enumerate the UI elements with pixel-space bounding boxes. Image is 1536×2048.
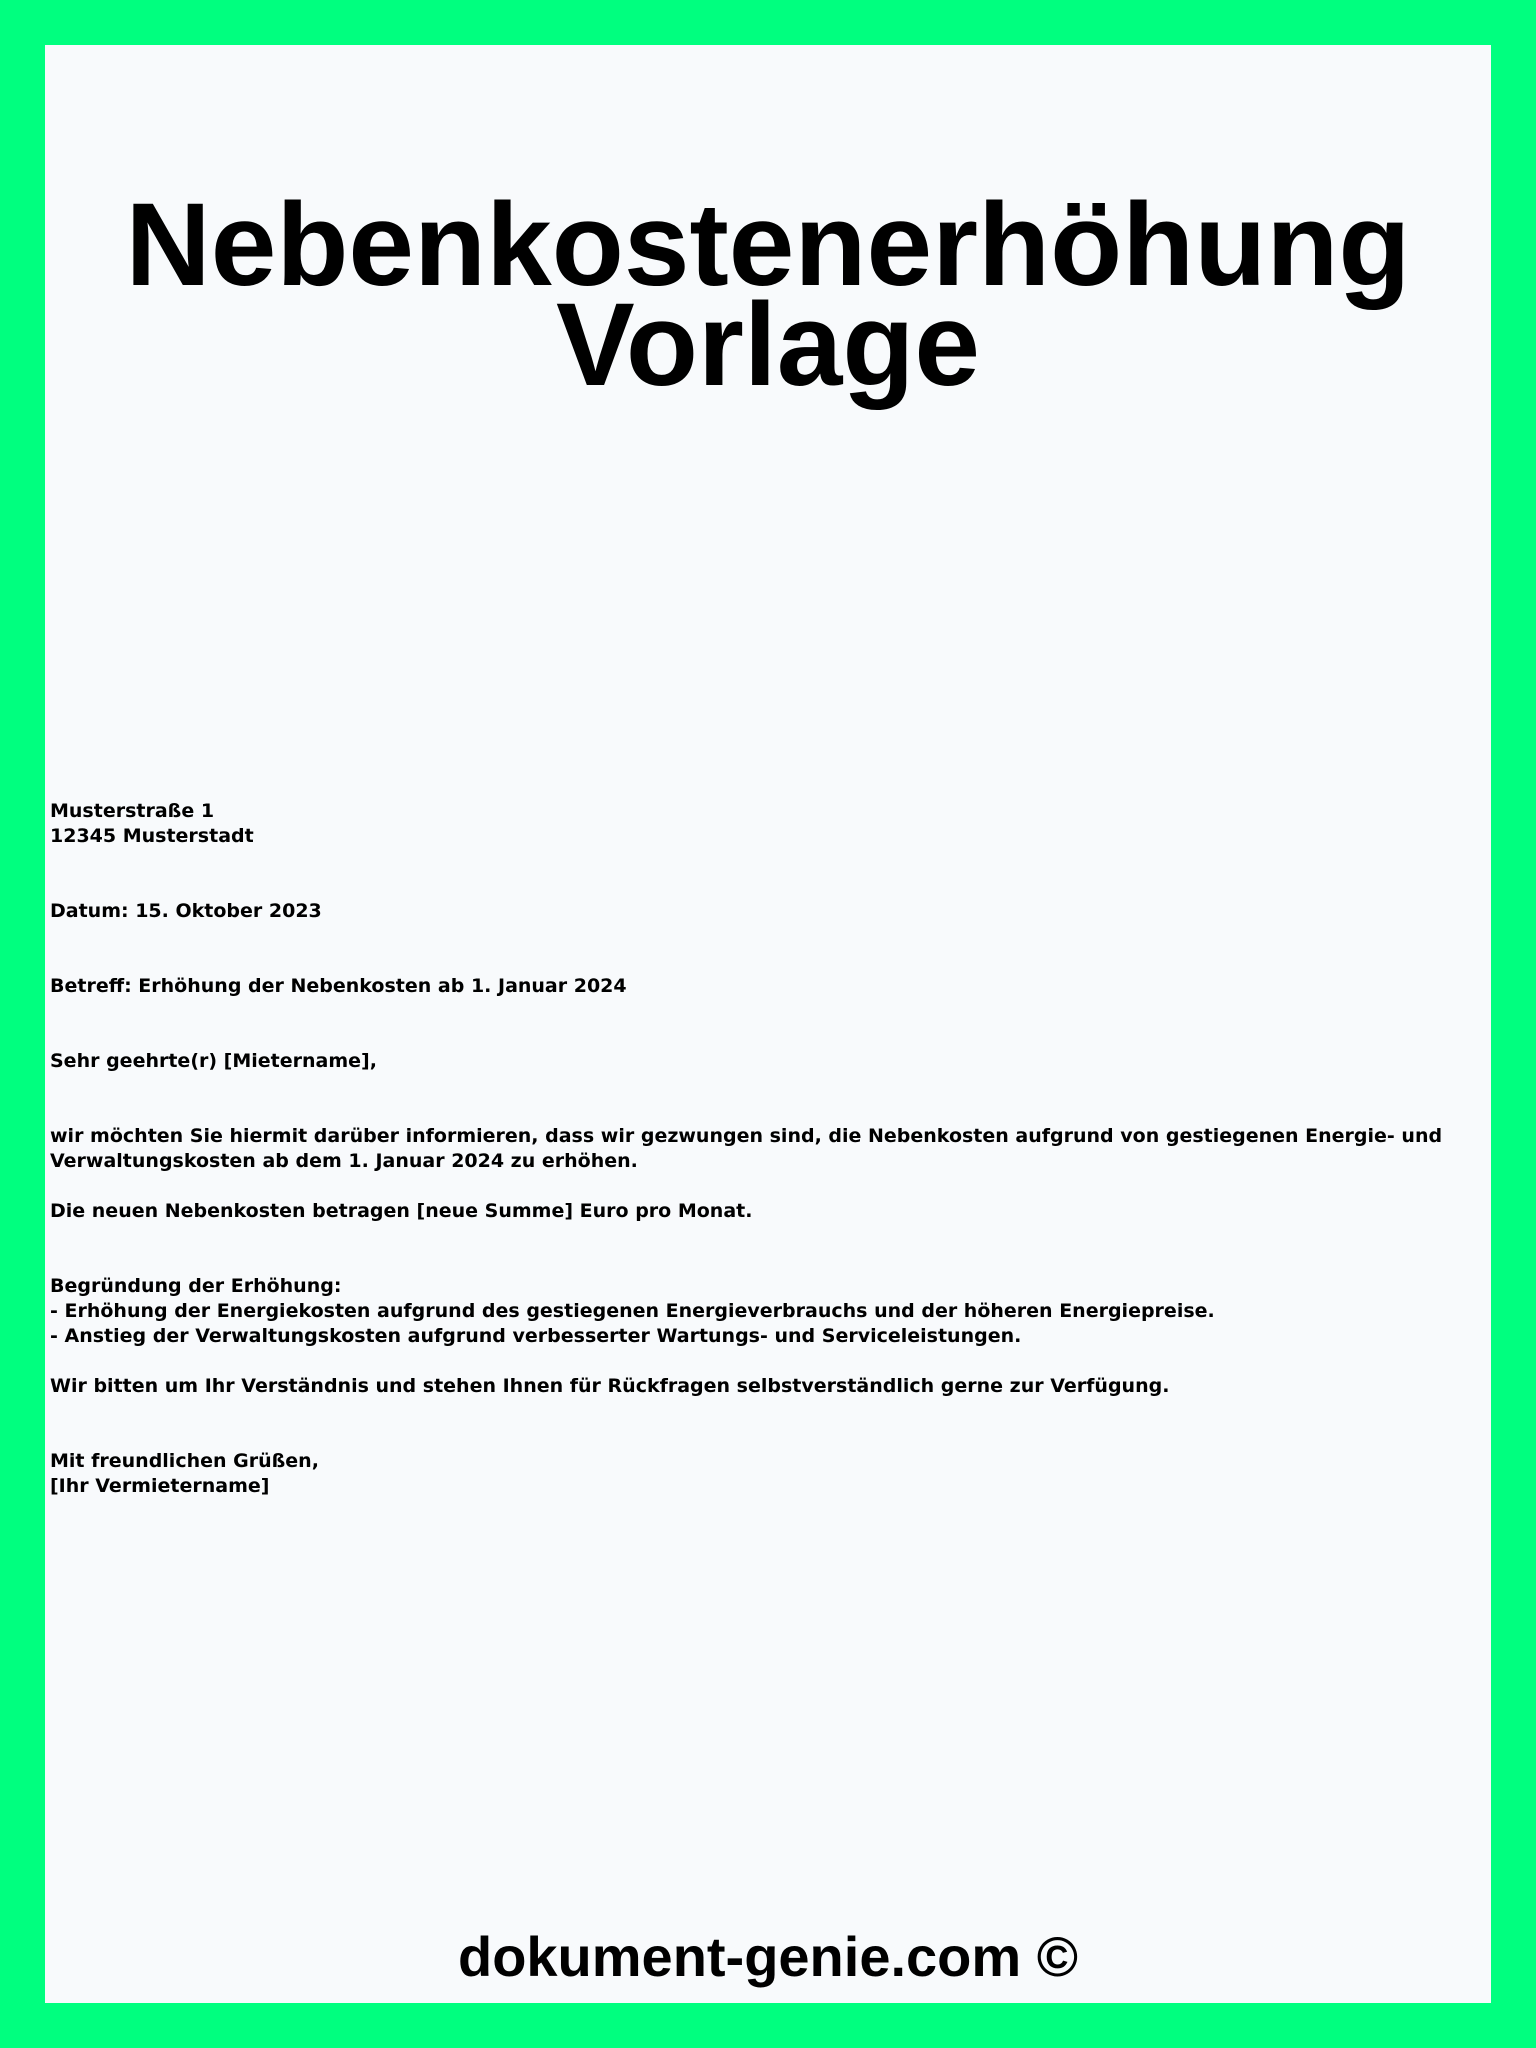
reason-item-energy: - Erhöhung der Energiekosten aufgrund des gestiegenen Energieverbrauchs und der höheren Energiepreise.	[50, 1300, 1215, 1322]
title-line-2: Vorlage	[555, 279, 981, 411]
title-line-1: Nebenkostenerhöhung	[125, 179, 1411, 311]
reason-item-administration: - Anstieg der Verwaltungskosten aufgrund verbesserter Wartungs- und Serviceleistungen.	[50, 1325, 1022, 1347]
document-title	[45, 179, 1491, 411]
salutation: Sehr geehrte(r) [Mietername],	[50, 1050, 377, 1072]
signature: [Ihr Vermietername]	[50, 1475, 270, 1497]
subject-line: Betreff: Erhöhung der Nebenkosten ab 1. Januar 2024	[50, 975, 627, 997]
reasons-heading: Begründung der Erhöhung:	[50, 1275, 342, 1297]
letter-body	[50, 799, 1490, 1499]
address-city: 12345 Musterstadt	[50, 825, 254, 847]
sign-off: Mit freundlichen Grüßen,	[50, 1450, 319, 1472]
document-page	[45, 45, 1491, 2003]
closing-paragraph: Wir bitten um Ihr Verständnis und stehen Ihnen für Rückfragen selbstverständlich gerne zur Verfügung.	[50, 1375, 1170, 1397]
paragraph-intro: wir möchten Sie hiermit darüber informieren, dass wir gezwungen sind, die Nebenkosten aufgrund von gestiegenen Energie- und Verwaltungskosten ab dem 1. Januar 2024 zu erhöhen.	[50, 1125, 1443, 1172]
date-line: Datum: 15. Oktober 2023	[50, 900, 322, 922]
paragraph-amount: Die neuen Nebenkosten betragen [neue Summe] Euro pro Monat.	[50, 1200, 753, 1222]
address-street: Musterstraße 1	[50, 800, 215, 822]
footer-watermark: dokument-genie.com ©	[458, 1925, 1078, 1988]
